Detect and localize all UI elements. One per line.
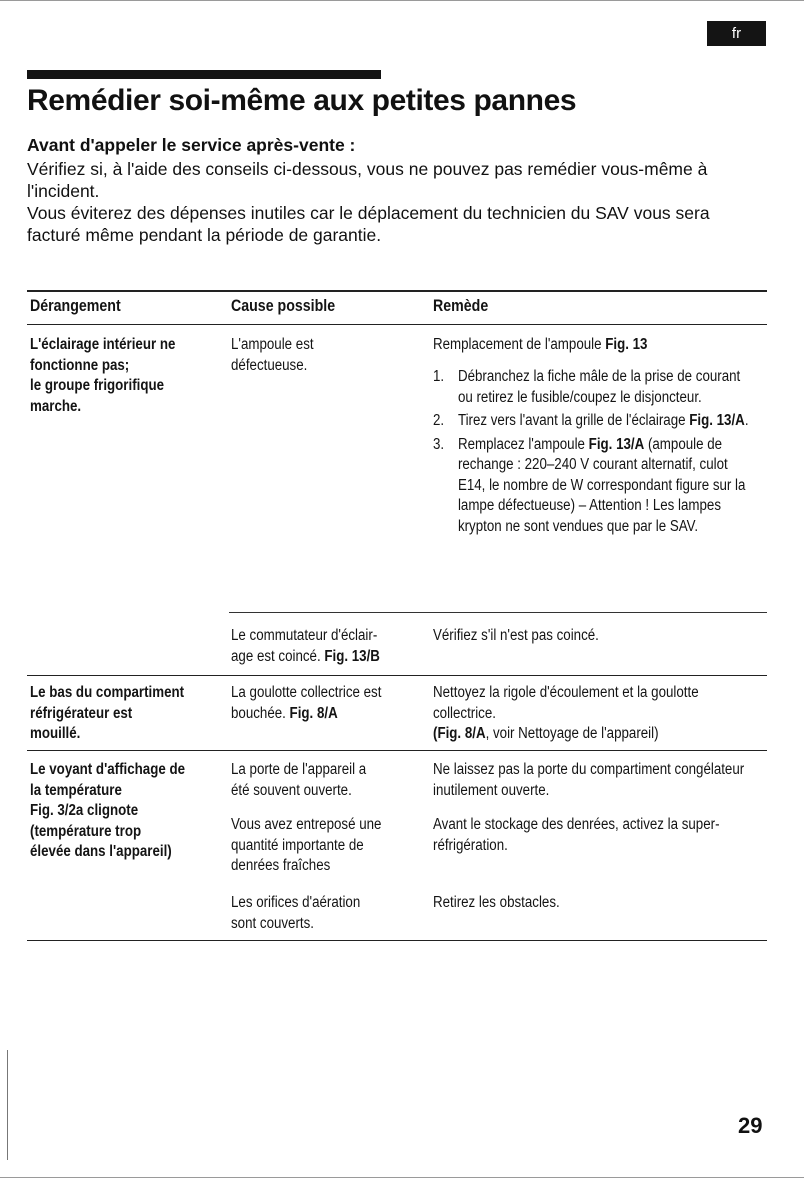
row1-bottom-rule	[27, 675, 767, 676]
row3-cause-line: Vous avez entreposé une	[231, 816, 382, 833]
row3-cause-line: La porte de l'appareil a	[231, 761, 367, 778]
row3-cause-line: Les orifices d'aération	[231, 894, 361, 911]
row2-remedy-line	[433, 724, 699, 745]
row1-fault-line: L'éclairage intérieur ne	[30, 336, 176, 353]
row3-remedy-1: Ne laissez pas la porte du compartiment congélateur inutilement ouverte.	[433, 761, 745, 799]
row2-bottom-rule	[27, 750, 767, 751]
row3-fault-line: Le voyant d'affichage de	[30, 761, 186, 778]
row1-cause-2	[231, 626, 380, 667]
remedy-intro-text: Remplacement de l'ampoule	[433, 336, 602, 353]
figure-reference: Fig. 8/A	[289, 704, 338, 722]
row3-cause-line: été souvent ouverte.	[231, 781, 352, 799]
row3-cause-line: denrées fraîches	[231, 857, 331, 874]
row2-fault-line: mouillé.	[30, 725, 81, 742]
step-text: Débranchez la fiche mâle de la prise de courant ou retirez le fusible/coupez le disjoncteur.	[457, 368, 741, 406]
step-item	[433, 411, 755, 432]
figure-reference: Fig. 13/A	[689, 412, 745, 429]
column-header-remedy: Remède	[433, 297, 489, 315]
row1-cause2-line	[231, 647, 380, 668]
figure-reference: Fig. 13/A	[588, 435, 645, 453]
step-text-part: .	[744, 412, 749, 429]
row2-cause	[231, 683, 381, 724]
step-number: 3.	[433, 435, 445, 453]
row1-fault	[30, 335, 175, 417]
title-accent-bar	[27, 70, 381, 79]
row1-cause-line: L'ampoule est	[231, 336, 314, 353]
top-edge-rule	[0, 0, 804, 1]
row1-remedy-2: Vérifiez s'il n'est pas coincé.	[433, 627, 599, 644]
step-item	[433, 435, 755, 538]
figure-reference: (Fig. 8/A	[433, 725, 486, 742]
row2-fault	[30, 683, 184, 745]
step-number: 2.	[433, 412, 445, 429]
row2-cause-line	[231, 704, 381, 725]
row1-remedy-steps	[433, 367, 755, 540]
row3-remedy-3: Retirez les obstacles.	[433, 894, 560, 911]
row2-remedy-line: collectrice.	[433, 704, 496, 722]
row2-cause-line: La goulotte collectrice est	[231, 684, 382, 701]
row3-fault	[30, 760, 185, 863]
row1-cause-1	[231, 335, 314, 376]
intro-paragraph-1: Vérifiez si, à l'aide des conseils ci-dessous, vous ne pouvez pas remédier vous-même à l'incident.	[27, 159, 708, 201]
step-text-part: Remplacez l'ampoule	[457, 435, 585, 453]
step-number: 1.	[433, 368, 445, 385]
row1-cause-line: défectueuse.	[231, 356, 308, 374]
page-title: Remédier soi-même aux petites pannes	[27, 84, 577, 117]
row3-cause-line: sont couverts.	[231, 914, 314, 932]
row2-remedy	[433, 683, 699, 745]
row3-fault-line: la température	[30, 781, 122, 799]
row2-remedy-line: Nettoyez la rigole d'écoulement et la goulotte	[433, 684, 699, 701]
row3-fault-line: élevée dans l'appareil)	[30, 843, 172, 860]
step-item	[433, 367, 755, 408]
bottom-edge-rule	[0, 1177, 804, 1178]
column-header-cause: Cause possible	[231, 297, 336, 315]
row1-fault-line: fonctionne pas;	[30, 356, 130, 374]
intro-text	[27, 159, 767, 246]
intro-heading: Avant d'appeler le service après-vente :	[27, 135, 356, 155]
row3-cause-3	[231, 893, 360, 934]
row3-fault-line: (température trop	[30, 822, 142, 840]
row1-cause2-text: age est coincé.	[231, 647, 321, 665]
page-number: 29	[738, 1113, 763, 1138]
row2-fault-line: Le bas du compartiment	[30, 684, 185, 701]
row1-cause2-line: Le commutateur d'éclair-	[231, 627, 378, 644]
language-badge: fr	[707, 21, 766, 46]
row2-cause-text: bouchée.	[231, 704, 286, 722]
figure-reference: Fig. 13	[605, 336, 648, 353]
row2-fault-line: réfrigérateur est	[30, 704, 133, 722]
figure-reference: Fig. 13/B	[324, 647, 380, 665]
step-text-part: Tirez vers l'avant la grille de l'éclairage	[457, 412, 686, 429]
row2-remedy-text: , voir Nettoyage de l'appareil)	[485, 725, 659, 742]
row1-fault-line: marche.	[30, 397, 82, 415]
row3-cause-line: quantité importante de	[231, 836, 364, 854]
step-text	[458, 411, 755, 432]
column-header-fault: Dérangement	[30, 297, 121, 315]
table-top-rule	[27, 290, 767, 292]
row1-fault-line: le groupe frigorifique	[30, 377, 165, 394]
table-bottom-rule	[27, 940, 767, 941]
row3-remedy-2: Avant le stockage des denrées, activez la super-réfrigération.	[433, 816, 720, 854]
scan-margin-mark	[7, 1050, 8, 1160]
row3-cause-1	[231, 760, 366, 801]
row1-cause-divider	[229, 612, 767, 613]
row3-fault-line: Fig. 3/2a clignote	[30, 802, 139, 819]
step-text	[458, 435, 755, 538]
row3-cause-2	[231, 815, 381, 877]
table-header-rule	[27, 324, 767, 325]
step-text-part: (ampoule de rechange : 220–240 V courant alternatif, culot E14, le nombre de W correspondant figure sur la lampe défectueuse) – Attention ! Les lampes krypton ne sont vendues que par le SAV.	[457, 435, 746, 535]
intro-paragraph-2: Vous éviterez des dépenses inutiles car le déplacement du technicien du SAV vous sera facturé même pendant la période de garantie.	[27, 203, 710, 245]
row1-remedy-intro	[433, 335, 647, 356]
